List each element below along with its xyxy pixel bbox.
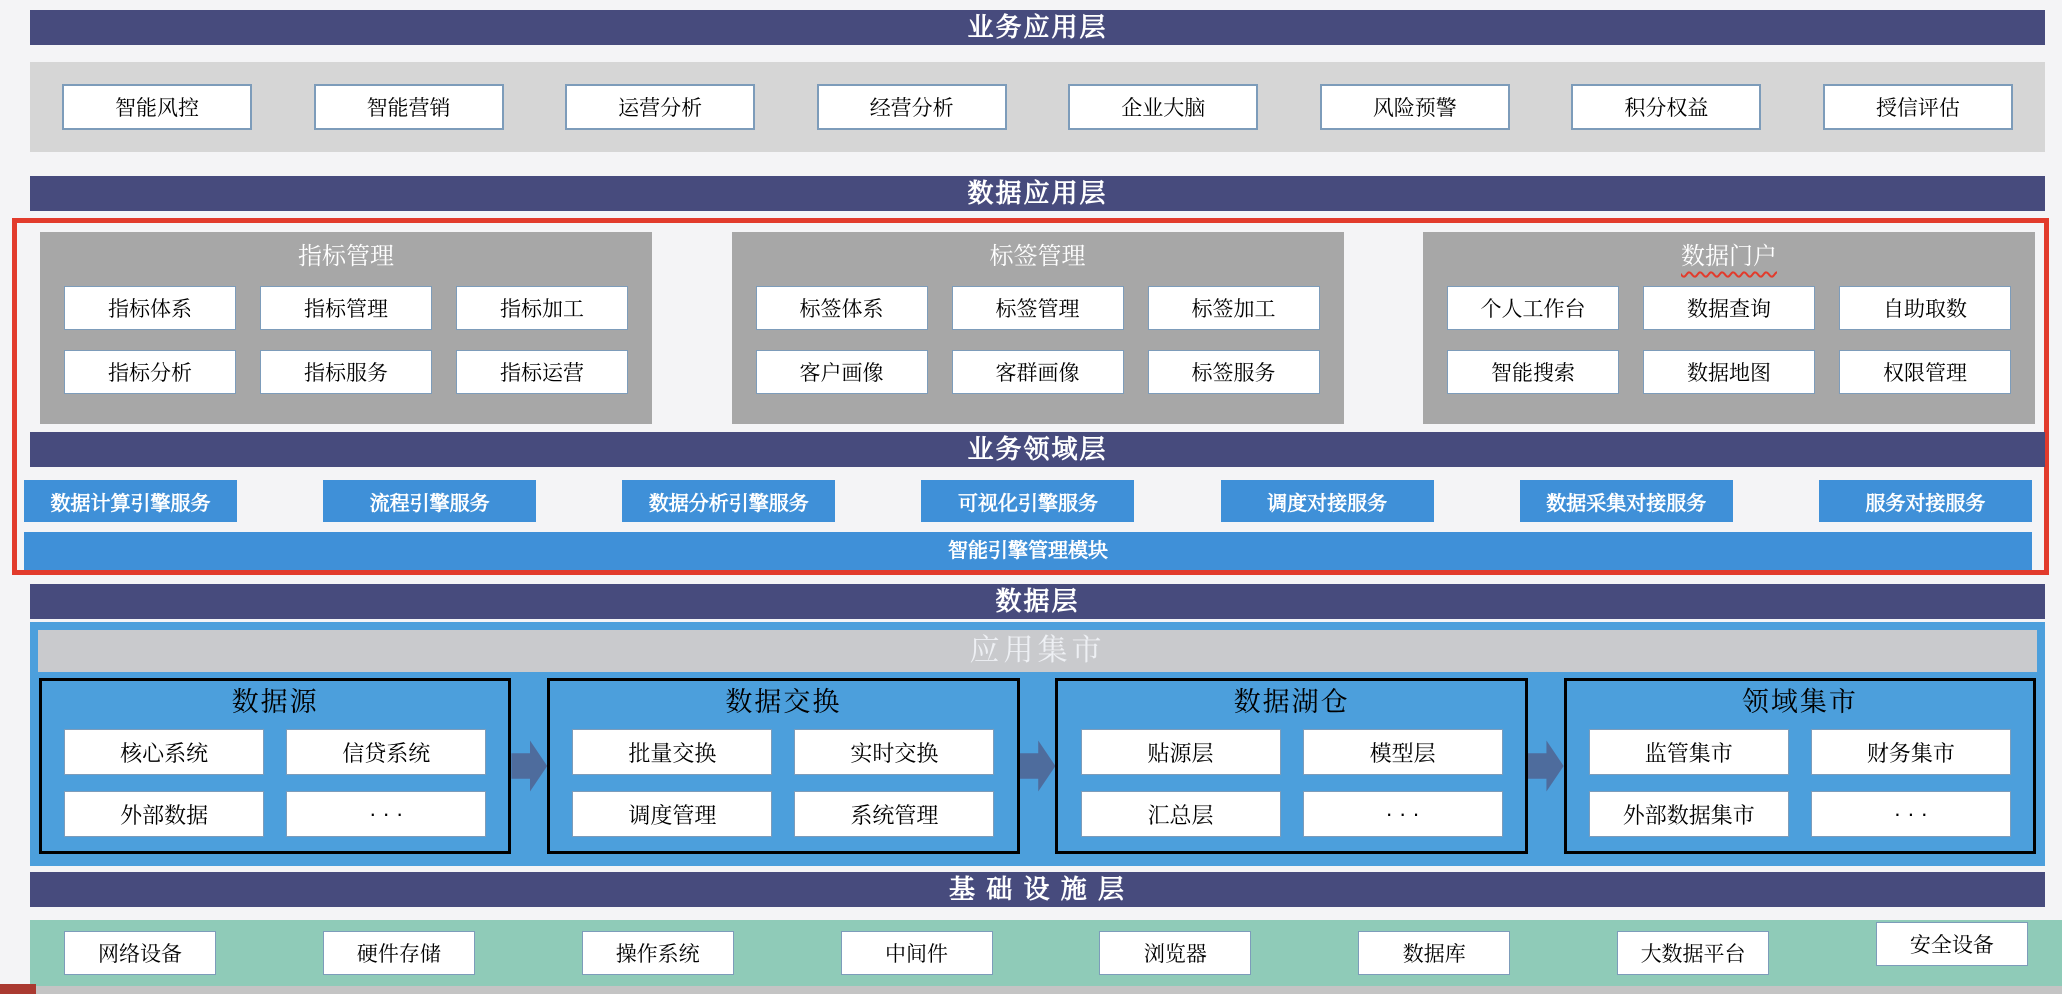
infrastructure-band <box>30 920 2062 986</box>
panel-item: 模型层 <box>1303 729 1503 775</box>
panel-item: 标签服务 <box>1148 350 1320 394</box>
business-app-item: 企业大脑 <box>1068 84 1258 130</box>
flow-arrow-icon <box>1528 737 1564 795</box>
panel-item: 外部数据 <box>64 791 264 837</box>
infrastructure-item: 安全设备 <box>1876 922 2028 966</box>
layer-header-business-application: 业务应用层 <box>30 10 2045 45</box>
panel-item: 信贷系统 <box>286 729 486 775</box>
flow-arrow-icon <box>1020 737 1056 795</box>
panel-tag-management <box>732 232 1344 424</box>
infrastructure-item: 大数据平台 <box>1617 931 1769 975</box>
panel-item-ellipsis: · · · <box>286 791 486 837</box>
service-box: 流程引擎服务 <box>323 480 536 522</box>
business-app-item: 授信评估 <box>1823 84 2013 130</box>
service-box: 服务对接服务 <box>1819 480 2032 522</box>
spellcheck-squiggle-text: 数据门户 <box>1681 243 1777 270</box>
panel-item: 系统管理 <box>794 791 994 837</box>
data-flow-panels <box>39 678 2036 854</box>
panel-data-lakehouse <box>1055 678 1527 854</box>
panel-title: 领域集市 <box>1741 687 1858 717</box>
intelligent-engine-management-bar: 智能引擎管理模块 <box>24 532 2032 570</box>
service-box: 数据采集对接服务 <box>1520 480 1733 522</box>
infrastructure-item: 操作系统 <box>582 931 734 975</box>
panel-item: 自助取数 <box>1839 286 2011 330</box>
data-application-panels <box>30 232 2045 424</box>
layer-header-business-domain: 业务领域层 <box>30 432 2045 467</box>
business-app-item: 运营分析 <box>565 84 755 130</box>
panel-item-ellipsis: · · · <box>1303 791 1503 837</box>
infrastructure-item: 硬件存储 <box>323 931 475 975</box>
panel-item: 指标管理 <box>260 286 432 330</box>
panel-item: 标签加工 <box>1148 286 1320 330</box>
panel-item: 指标加工 <box>456 286 628 330</box>
panel-title <box>1423 240 2035 274</box>
panel-title: 标签管理 <box>989 243 1086 270</box>
bottom-left-red-fragment <box>0 984 36 994</box>
panel-item: 数据地图 <box>1643 350 1815 394</box>
panel-item: 实时交换 <box>794 729 994 775</box>
panel-item: 调度管理 <box>572 791 772 837</box>
panel-data-exchange <box>547 678 1019 854</box>
panel-item: 贴源层 <box>1081 729 1281 775</box>
panel-item: 批量交换 <box>572 729 772 775</box>
panel-data-portal <box>1423 232 2035 424</box>
panel-title: 数据湖仓 <box>1233 687 1350 717</box>
engine-services-row <box>24 480 2032 522</box>
panel-item: 客户画像 <box>756 350 928 394</box>
infrastructure-item: 网络设备 <box>64 931 216 975</box>
panel-item: 指标运营 <box>456 350 628 394</box>
panel-item: 指标服务 <box>260 350 432 394</box>
panel-item: 客群画像 <box>952 350 1124 394</box>
panel-item: 权限管理 <box>1839 350 2011 394</box>
service-box: 调度对接服务 <box>1221 480 1434 522</box>
panel-item: 核心系统 <box>64 729 264 775</box>
panel-item: 标签体系 <box>756 286 928 330</box>
panel-data-source <box>39 678 511 854</box>
panel-item: 监管集市 <box>1589 729 1789 775</box>
service-box: 数据计算引擎服务 <box>24 480 237 522</box>
panel-item: 个人工作台 <box>1447 286 1619 330</box>
application-market-bar: 应用集市 <box>38 630 2037 672</box>
layer-header-data-application: 数据应用层 <box>30 176 2045 211</box>
panel-item: 智能搜索 <box>1447 350 1619 394</box>
infrastructure-item: 中间件 <box>841 931 993 975</box>
infrastructure-item: 数据库 <box>1358 931 1510 975</box>
business-app-item: 智能营销 <box>314 84 504 130</box>
panel-indicator-management <box>40 232 652 424</box>
panel-item: 外部数据集市 <box>1589 791 1789 837</box>
business-app-item: 积分权益 <box>1571 84 1761 130</box>
infrastructure-item: 浏览器 <box>1099 931 1251 975</box>
business-app-item: 风险预警 <box>1320 84 1510 130</box>
service-box: 数据分析引擎服务 <box>622 480 835 522</box>
business-app-item: 智能风控 <box>62 84 252 130</box>
panel-item: 数据查询 <box>1643 286 1815 330</box>
panel-item: 标签管理 <box>952 286 1124 330</box>
panel-item: 汇总层 <box>1081 791 1281 837</box>
panel-title: 指标管理 <box>298 243 394 270</box>
layer-header-infrastructure: 基 础 设 施 层 <box>30 872 2045 907</box>
data-layer-region <box>30 622 2045 866</box>
panel-item: 指标体系 <box>64 286 236 330</box>
panel-item-ellipsis: · · · <box>1811 791 2011 837</box>
panel-domain-mart <box>1564 678 2036 854</box>
panel-title: 数据源 <box>231 687 319 717</box>
service-box: 可视化引擎服务 <box>921 480 1134 522</box>
panel-item: 财务集市 <box>1811 729 2011 775</box>
screen-bottom-strip <box>0 986 2062 994</box>
business-application-band <box>30 62 2045 152</box>
business-app-item: 经营分析 <box>817 84 1007 130</box>
panel-title: 数据交换 <box>725 687 842 717</box>
layer-header-data: 数据层 <box>30 584 2045 619</box>
panel-item: 指标分析 <box>64 350 236 394</box>
flow-arrow-icon <box>511 737 547 795</box>
